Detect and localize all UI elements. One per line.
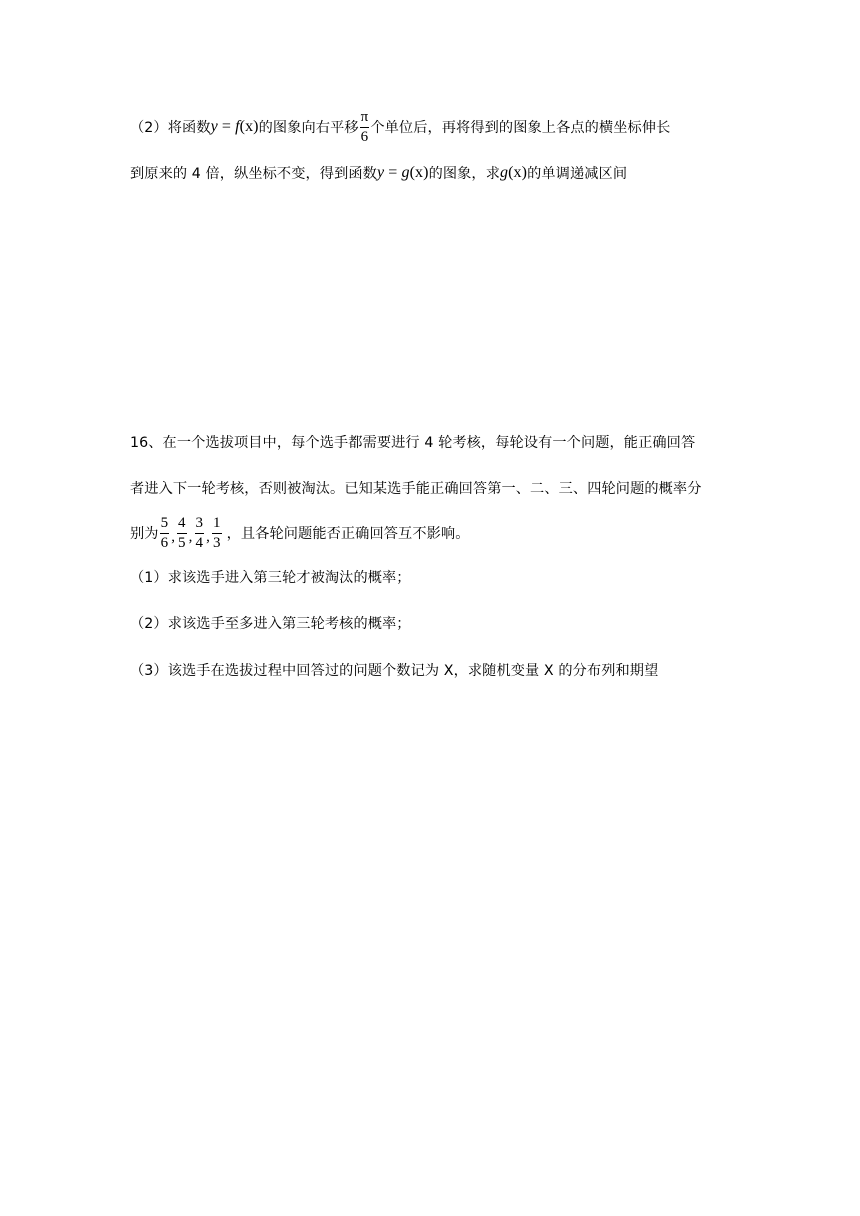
part2-line2-text-2: 的图象，求 xyxy=(428,166,501,182)
fraction-denominator: 4 xyxy=(195,534,204,551)
part2-text-2: 的图象向右平移 xyxy=(258,120,359,136)
separator-comma: , xyxy=(171,528,176,545)
fraction-denominator: 3 xyxy=(212,534,221,551)
q16-line3-suffix: ，且各轮问题能否正确回答互不影响。 xyxy=(226,526,470,542)
fraction-denominator: 5 xyxy=(178,534,186,551)
var-y: y xyxy=(376,164,385,181)
q16-subquestion-1: （1）求该选手进入第三轮才被淘汰的概率； xyxy=(130,570,411,586)
probability-fraction xyxy=(195,516,205,551)
fraction-numerator: 5 xyxy=(160,514,169,531)
q16-line1: 16、在一个选拔项目中，每个选手都需要进行 4 轮考核，每轮设有一个问题，能正确回答 xyxy=(130,435,696,451)
probability-fraction xyxy=(212,516,222,551)
fraction-numerator: 4 xyxy=(178,514,186,531)
q16-line2: 者进入下一轮考核，否则被淘汰。已知某选手能正确回答第一、二、三、四轮问题的概率分 xyxy=(130,481,702,497)
func-arg: (x) xyxy=(409,164,429,181)
probability-fraction xyxy=(160,516,170,551)
fraction-numerator: 1 xyxy=(212,514,221,531)
func-arg: (x) xyxy=(508,164,528,181)
function-expression-g xyxy=(377,164,429,182)
fraction-denominator: 6 xyxy=(360,128,369,145)
separator-comma: , xyxy=(188,528,193,545)
part2-label: （2） xyxy=(130,120,168,136)
func-arg: (x) xyxy=(239,118,259,135)
part2-text-3: 个单位后，再将得到的图象上各点的横坐标伸长 xyxy=(370,120,671,136)
function-g-of-x xyxy=(500,164,527,182)
fraction-numerator: π xyxy=(360,108,369,125)
func-g: g xyxy=(500,164,509,181)
q16-subquestion-3: （3）该选手在选拔过程中回答过的问题个数记为 X，求随机变量 X 的分布列和期望 xyxy=(130,663,659,679)
equals-sign: = xyxy=(217,118,236,135)
separator-comma: , xyxy=(206,528,210,545)
q16-subquestion-2: （2）求该选手至多进入第三轮考核的概率； xyxy=(130,616,411,632)
fraction-pi-over-6 xyxy=(360,110,370,145)
part2-line2-text-1: 到原来的 4 倍，纵坐标不变，得到函数 xyxy=(130,166,377,182)
var-y: y xyxy=(210,118,218,135)
func-f: f xyxy=(235,118,240,135)
probability-fraction xyxy=(177,516,187,551)
part2-line1 xyxy=(130,108,671,145)
q16-line3 xyxy=(130,513,469,553)
part2-line2-text-3: 的单调递减区间 xyxy=(527,166,628,182)
part2-line2 xyxy=(130,158,627,188)
equals-sign: = xyxy=(384,164,402,181)
part2-text-1: 将函数 xyxy=(167,120,211,136)
q16-line3-prefix: 别为 xyxy=(130,526,159,542)
fraction-numerator: 3 xyxy=(195,514,204,531)
fraction-denominator: 6 xyxy=(160,534,169,551)
func-g: g xyxy=(401,164,410,181)
function-expression-f xyxy=(211,118,259,136)
